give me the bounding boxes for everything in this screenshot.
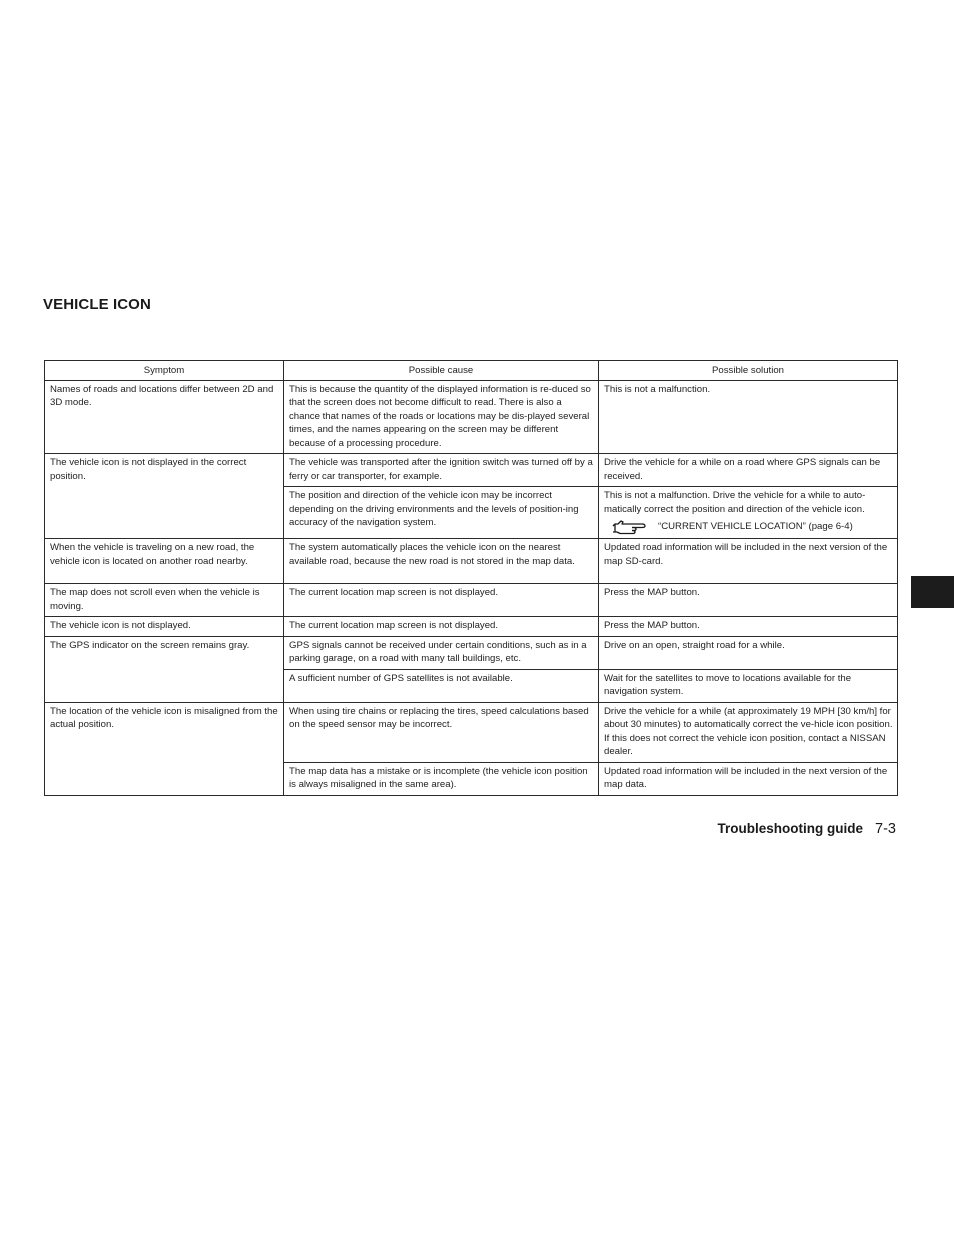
section-title: VEHICLE ICON (43, 296, 151, 313)
cause-cell: The position and direction of the vehicle icon may be incorrect depending on the driving environments and the levels of position-ing accuracy of the navigation system. (284, 487, 599, 539)
table-row (45, 539, 898, 584)
solution-cell: Press the MAP button. (599, 584, 898, 617)
troubleshooting-table (44, 360, 898, 796)
reference-link[interactable] (604, 519, 893, 535)
symptom-cell: The vehicle icon is not displayed in the correct position. (45, 454, 284, 539)
table-row (45, 380, 898, 454)
cause-cell: The system automatically places the vehicle icon on the nearest available road, because the new road is not stored in the map data. (284, 539, 599, 584)
cause-cell: The vehicle was transported after the ignition switch was turned off by a ferry or car transporter, for example. (284, 454, 599, 487)
page-number: 7-3 (875, 821, 896, 837)
solution-cell: Drive the vehicle for a while (at approximately 19 MPH [30 km/h] for about 30 minutes) to automatically correct the ve-hicle icon position. If this does not correct the vehicle icon position, contact a NISSAN dealer. (599, 702, 898, 762)
symptom-cell: Names of roads and locations differ between 2D and 3D mode. (45, 380, 284, 454)
cause-cell: The current location map screen is not displayed. (284, 617, 599, 637)
table-row (45, 584, 898, 617)
symptom-cell: The GPS indicator on the screen remains gray. (45, 636, 284, 702)
table-row (45, 636, 898, 669)
reference-text: “CURRENT VEHICLE LOCATION” (page 6-4) (658, 521, 853, 533)
cause-cell: The map data has a mistake or is incomplete (the vehicle icon position is always misaligned in the same area). (284, 762, 599, 795)
solution-cell (599, 487, 898, 539)
symptom-cell: The location of the vehicle icon is misaligned from the actual position. (45, 702, 284, 795)
solution-cell: Updated road information will be included in the next version of the map data. (599, 762, 898, 795)
table-row (45, 454, 898, 487)
pointing-hand-icon (612, 519, 646, 535)
solution-cell: Updated road information will be included in the next version of the map SD-card. (599, 539, 898, 584)
symptom-cell: The map does not scroll even when the vehicle is moving. (45, 584, 284, 617)
header-symptom: Symptom (45, 361, 284, 381)
cause-cell: A sufficient number of GPS satellites is not available. (284, 669, 599, 702)
solution-cell: Wait for the satellites to move to locations available for the navigation system. (599, 669, 898, 702)
footer-guide-title: Troubleshooting guide (717, 821, 864, 836)
symptom-cell: When the vehicle is traveling on a new road, the vehicle icon is located on another road nearby. (45, 539, 284, 584)
table-header-row (45, 361, 898, 381)
solution-text: This is not a malfunction. Drive the vehicle for a while to auto-matically correct the position and direction of the vehicle icon. (604, 490, 866, 515)
header-possible-cause: Possible cause (284, 361, 599, 381)
cause-cell: The current location map screen is not displayed. (284, 584, 599, 617)
symptom-cell: The vehicle icon is not displayed. (45, 617, 284, 637)
cause-cell: When using tire chains or replacing the tires, speed calculations based on the speed sensor may be incorrect. (284, 702, 599, 762)
cause-cell: This is because the quantity of the displayed information is re-duced so that the screen does not become difficult to read. There is also a chance that names of the roads or locations may be dis-played several times, and the names appearing on the screen may be different because of a processing procedure. (284, 380, 599, 454)
table-row (45, 617, 898, 637)
table-row (45, 702, 898, 762)
page-footer (718, 821, 896, 837)
header-possible-solution: Possible solution (599, 361, 898, 381)
solution-cell: Drive on an open, straight road for a while. (599, 636, 898, 669)
solution-cell: Drive the vehicle for a while on a road where GPS signals can be received. (599, 454, 898, 487)
solution-cell: This is not a malfunction. (599, 380, 898, 454)
solution-cell: Press the MAP button. (599, 617, 898, 637)
chapter-tab (911, 576, 954, 608)
cause-cell: GPS signals cannot be received under certain conditions, such as in a parking garage, on a road with many tall buildings, etc. (284, 636, 599, 669)
